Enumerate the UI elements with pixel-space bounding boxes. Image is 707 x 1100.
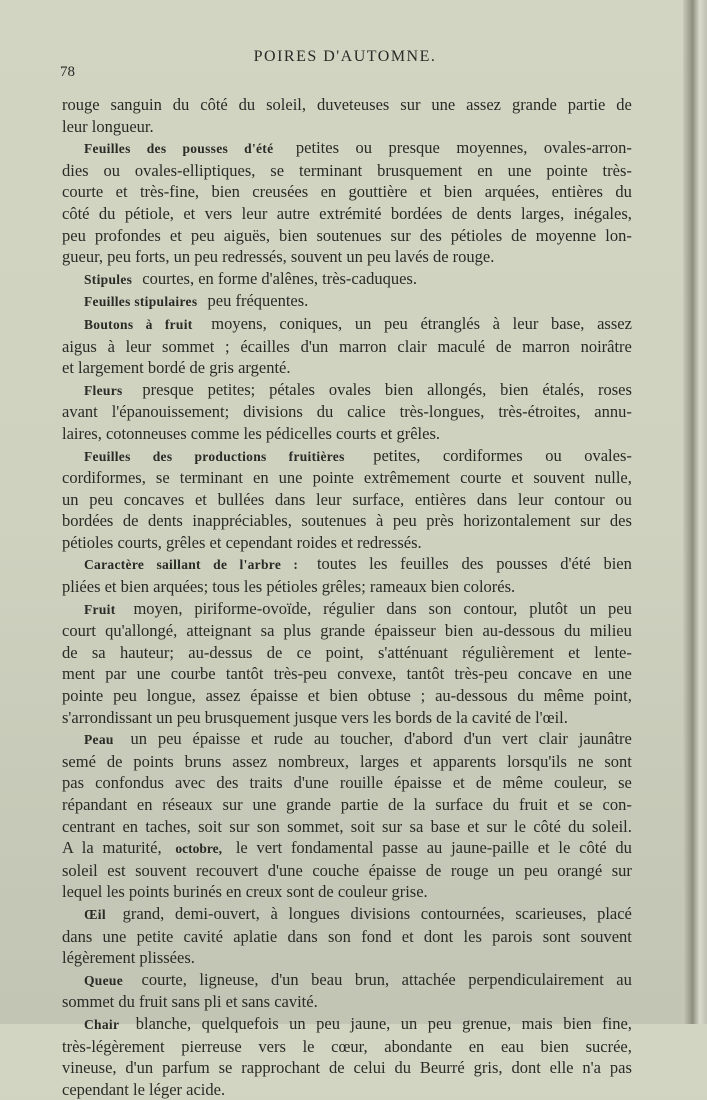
section-heading: Peau [84, 732, 114, 748]
line-text: courtes, en forme d'alênes, très-caduques. [142, 268, 417, 288]
line-content [62, 489, 636, 511]
text-line [62, 728, 636, 751]
book-spine-shadow [683, 0, 707, 1024]
line-content [62, 1057, 636, 1079]
section-heading: Fruit [84, 601, 116, 617]
text-line [62, 903, 636, 926]
paragraph [62, 445, 636, 554]
line-text: avant l'épanouissement; divisions du calice très-longues, très-étroites, annu- [62, 402, 632, 422]
line-text: répandant en réseaux sur une grande partie de la surface du fruit et se con- [62, 795, 632, 814]
text-line [62, 379, 636, 402]
line-content [62, 642, 636, 664]
line-content [62, 401, 636, 423]
paragraph [62, 728, 636, 903]
line-content [62, 926, 636, 948]
line-text: gueur, peu forts, un peu redressés, souvent un peu lavés de rouge. [62, 247, 495, 267]
paragraph [62, 268, 636, 291]
line-text: un peu concaves et bullées dans leur surface, entières dans leur contour ou [62, 489, 632, 509]
line-text: s'arrondissant un peu brusquement jusque vers les bords de la cavité de l'œil. [62, 707, 568, 727]
text-line [62, 881, 636, 903]
line-content [62, 160, 636, 182]
line-content [84, 268, 636, 291]
text-line [62, 1036, 636, 1058]
line-text: dies ou ovales-elliptiques, se terminant brusquement en une pointe très- [62, 160, 632, 180]
text-line [62, 467, 636, 489]
line-content [62, 510, 636, 532]
paragraph [62, 94, 636, 137]
line-text: pointe peu longue, assez épaisse et bien obtuse ; au-dessous du même point, [62, 686, 632, 706]
line-text: petites, cordiformes ou ovales- [373, 445, 632, 465]
line-text: aigus à leur sommet ; écailles d'un marron clair maculé de marron noirâtre [62, 336, 632, 356]
section-heading: Queue [84, 972, 124, 988]
line-text: court qu'allongé, atteignant sa plus grande épaisseur bien au-dessous du milieu [62, 621, 632, 641]
text-line [62, 290, 636, 313]
section-heading: Caractère saillant de l'arbre : [84, 557, 299, 573]
line-content [84, 728, 636, 751]
text-line [62, 268, 636, 291]
line-content [62, 357, 636, 379]
line-content [84, 137, 636, 160]
line-text: cordiformes, se terminant en une pointe extrêmement courte et souvent nulle, [62, 468, 632, 488]
line-content [62, 532, 636, 554]
page-body-text [62, 94, 636, 1100]
text-line [62, 620, 636, 642]
line-text: vineuse, d'un parfum se rapprochant de celui du Beurré gris, dont elle n'a pas [62, 1058, 632, 1078]
line-text: un peu épaisse et rude au toucher, d'abord d'un vert clair jaunâtre [130, 729, 632, 749]
paragraph [62, 137, 636, 268]
line-text: toutes les feuilles des pousses d'été bien [316, 554, 632, 574]
text-line [62, 1057, 636, 1079]
text-line [62, 423, 636, 445]
paragraph [62, 379, 636, 445]
line-text: pas confondus avec des traits d'une rouille épaisse et de même couleur, se [62, 773, 632, 793]
line-text: leur longueur. [62, 116, 154, 136]
line-text: moyens, coniques, un peu étranglés à leur base, assez [211, 313, 632, 333]
text-line [62, 947, 636, 969]
line-text: peu profondes et peu aiguës, bien soutenues sur des pétioles de moyenne lon- [62, 225, 632, 245]
text-line [62, 489, 636, 511]
text-line [62, 116, 636, 138]
line-text: de sa hauteur; au-dessus de ce point, s'atténuant régulièrement et lente- [62, 642, 632, 662]
text-line [62, 401, 636, 423]
line-content [62, 707, 636, 729]
section-heading: Chair [84, 1016, 120, 1032]
line-text: moyen, piriforme-ovoïde, régulier dans son contour, plutôt un peu [133, 598, 632, 618]
text-line [62, 357, 636, 379]
text-line [62, 445, 636, 468]
text-line [62, 510, 636, 532]
paragraph [62, 290, 636, 313]
text-line [62, 1013, 636, 1036]
line-content [62, 816, 636, 838]
paragraph [62, 903, 636, 969]
line-content [62, 94, 636, 116]
line-text: laires, cotonneuses comme les pédicelles courts et grêles. [62, 423, 440, 443]
text-line [62, 532, 636, 554]
line-content [62, 837, 636, 860]
line-text: légèrement plissées. [62, 948, 195, 968]
line-text: blanche, quelquefois un peu jaune, un peu grenue, mais bien fine, [135, 1013, 632, 1033]
line-content [62, 685, 636, 707]
text-line [62, 837, 636, 860]
line-content [62, 881, 636, 903]
section-heading: Stipules [84, 271, 133, 287]
line-content [62, 116, 636, 138]
text-line [62, 969, 636, 992]
line-text: lequel les points burinés en creux sont de couleur grise. [62, 882, 428, 902]
line-text: sommet du fruit sans pli et sans cavité. [62, 992, 318, 1012]
text-line [62, 225, 636, 247]
line-text: soleil est souvent recouvert d'une couche épaisse de rouge un peu orangé sur [62, 860, 632, 880]
line-text: pliées et bien arquées; tous les pétioles grêles; rameaux bien colorés. [62, 577, 516, 597]
text-line [62, 1079, 636, 1100]
line-content [62, 1079, 636, 1100]
text-line [62, 137, 636, 160]
line-text: ment par une courbe tantôt très-peu convexe, tantôt très-peu concave en une [62, 664, 632, 684]
section-heading: Œil [84, 906, 106, 922]
line-content [62, 181, 636, 203]
text-line [62, 991, 636, 1013]
line-text: cependant le léger acide. [62, 1079, 226, 1099]
line-content [84, 313, 636, 336]
line-text: courte, ligneuse, d'un beau brun, attachée perpendiculairement au [141, 969, 632, 989]
paragraph [62, 1013, 636, 1100]
text-line [62, 553, 636, 576]
section-heading: Fleurs [84, 382, 123, 398]
line-content [62, 991, 636, 1013]
text-line [62, 816, 636, 838]
line-content [62, 751, 636, 773]
text-line [62, 336, 636, 358]
section-heading: Feuilles stipulaires [84, 294, 198, 310]
text-line [62, 246, 636, 268]
line-text: côté du pétiole, et vers leur autre extrémité bordées de dents larges, inégales, [62, 203, 632, 223]
text-line [62, 663, 636, 685]
line-content [62, 467, 636, 489]
line-content [62, 772, 636, 794]
line-content [84, 290, 636, 313]
line-content [62, 620, 636, 642]
text-line [62, 598, 636, 621]
text-line [62, 794, 636, 816]
line-text: bordées de dents inappréciables, soutenues à peu près horizontalement sur des [62, 511, 632, 531]
line-content [84, 598, 636, 621]
line-text: presque petites; pétales ovales bien allongés, bien étalés, roses [142, 379, 632, 399]
line-text: pétioles courts, grêles et cependant roides et redressés. [62, 532, 422, 552]
line-text: courte et très-fine, bien creusées en gouttière et bien arquées, entières du [62, 182, 632, 202]
line-content [62, 794, 636, 816]
line-text: très-légèrement pierreuse vers le cœur, abondante en eau bien sucrée, [62, 1036, 632, 1056]
section-heading: Feuilles des pousses d'été [84, 141, 274, 157]
line-content [62, 1036, 636, 1058]
text-line [62, 160, 636, 182]
paragraph [62, 313, 636, 379]
line-content [84, 553, 636, 576]
line-content [62, 246, 636, 268]
text-line [62, 203, 636, 225]
line-content [84, 379, 636, 402]
text-line [62, 926, 636, 948]
line-text: grand, demi-ouvert, à longues divisions contournées, scarieuses, placé [122, 903, 632, 923]
line-content [62, 423, 636, 445]
paragraph [62, 969, 636, 1013]
line-content [62, 225, 636, 247]
line-text: le vert fondamental passe au jaune-paille et le côté du [235, 838, 632, 858]
text-line [62, 685, 636, 707]
text-line [62, 642, 636, 664]
line-content [62, 663, 636, 685]
page-number: 78 [60, 64, 75, 80]
line-content [62, 947, 636, 969]
paragraph [62, 598, 636, 729]
line-text: A la maturité, [62, 838, 162, 858]
line-text: semé de points bruns assez nombreux, larges et apparents lorsqu'ils ne sont [62, 751, 632, 771]
text-line [62, 707, 636, 729]
text-line [62, 751, 636, 773]
line-content [62, 203, 636, 225]
paragraph [62, 553, 636, 597]
line-content [84, 445, 636, 468]
line-text: et largement bordé de gris argenté. [62, 358, 291, 378]
line-text: peu fréquentes. [207, 291, 309, 311]
line-content [62, 336, 636, 358]
line-content [62, 860, 636, 882]
line-content [84, 969, 636, 992]
text-line [62, 772, 636, 794]
section-heading: Feuilles des productions fruitières [84, 448, 345, 464]
text-line [62, 576, 636, 598]
text-line [62, 181, 636, 203]
emphasized-text: octobre, [175, 841, 223, 857]
line-content [84, 903, 636, 926]
line-text: dans une petite cavité aplatie dans son fond et dont les parois sont souvent [62, 926, 632, 946]
page-title: POIRES D'AUTOMNE. [253, 48, 437, 65]
text-line [62, 860, 636, 882]
text-line [62, 94, 636, 116]
line-text: centrant en taches, soit sur son sommet, soit sur sa base et sur le côté du soleil. [62, 816, 632, 836]
text-line [62, 313, 636, 336]
line-content [84, 1013, 636, 1036]
line-text: petites ou presque moyennes, ovales-arron- [295, 138, 632, 158]
line-text: rouge sanguin du côté du soleil, duveteuses sur une assez grande partie de [62, 95, 632, 114]
section-heading: Boutons à fruit [84, 316, 193, 332]
line-content [62, 576, 636, 598]
